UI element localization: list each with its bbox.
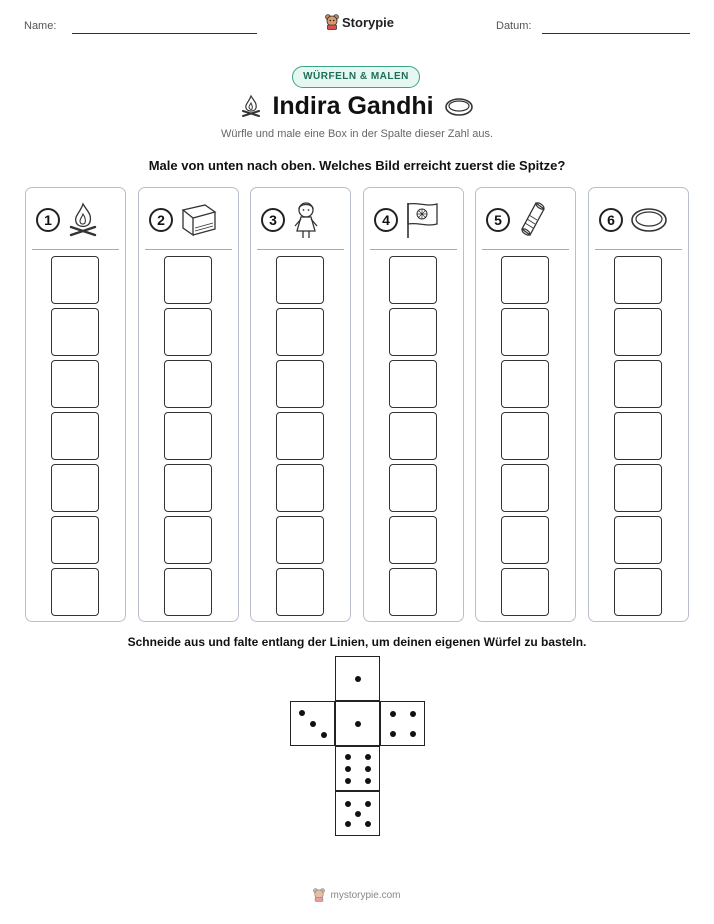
ring-icon	[629, 205, 669, 235]
coloring-box[interactable]	[51, 308, 99, 356]
coloring-box[interactable]	[501, 516, 549, 564]
footer-url[interactable]: mystorypie.com	[330, 889, 401, 901]
pip	[410, 731, 416, 737]
coloring-box[interactable]	[164, 308, 212, 356]
column-header	[374, 200, 456, 240]
coloring-box[interactable]	[276, 360, 324, 408]
doll-icon	[291, 200, 321, 240]
coloring-box[interactable]	[614, 464, 662, 512]
coloring-box[interactable]	[164, 516, 212, 564]
coloring-box[interactable]	[389, 308, 437, 356]
pip	[345, 778, 351, 784]
column-divider	[482, 249, 569, 250]
page-subtitle: Würfle und male eine Box in der Spalte dieser Zahl aus.	[220, 128, 494, 140]
coloring-box[interactable]	[51, 464, 99, 512]
title-row	[0, 92, 714, 121]
pip	[390, 711, 396, 717]
coloring-box[interactable]	[614, 568, 662, 616]
die-face-lower	[335, 746, 380, 791]
column-divider	[145, 249, 232, 250]
die-face-bottom	[335, 791, 380, 836]
number-badge: 5	[486, 208, 510, 232]
coloring-box[interactable]	[276, 516, 324, 564]
pip	[310, 721, 316, 727]
pip	[390, 731, 396, 737]
coloring-box[interactable]	[276, 256, 324, 304]
coloring-box[interactable]	[501, 256, 549, 304]
number-badge: 6	[599, 208, 623, 232]
storypie-logo	[325, 14, 394, 30]
coloring-box[interactable]	[389, 464, 437, 512]
coloring-box[interactable]	[501, 464, 549, 512]
coloring-box[interactable]	[276, 308, 324, 356]
pip	[365, 801, 371, 807]
coloring-box[interactable]	[164, 568, 212, 616]
pip	[410, 711, 416, 717]
name-line	[72, 33, 257, 34]
column-divider	[370, 249, 457, 250]
campfire-icon	[66, 201, 100, 239]
pip	[355, 811, 361, 817]
bear-logo-icon	[313, 888, 325, 902]
campfire-icon	[240, 94, 262, 120]
coloring-box[interactable]	[614, 412, 662, 460]
number-badge: 4	[374, 208, 398, 232]
activity-badge: WÜRFELN & MALEN	[292, 66, 420, 88]
coloring-box[interactable]	[276, 412, 324, 460]
ring-icon	[444, 97, 474, 117]
pip	[355, 676, 361, 682]
column-header	[149, 200, 231, 240]
column-4	[363, 187, 464, 622]
instruction-text: Male von unten nach oben. Welches Bild erreicht zuerst die Spitze?	[148, 158, 566, 173]
coloring-box[interactable]	[389, 256, 437, 304]
coloring-box[interactable]	[276, 568, 324, 616]
coloring-box[interactable]	[501, 308, 549, 356]
pip	[345, 754, 351, 760]
die-face-left	[290, 701, 335, 746]
coloring-box[interactable]	[164, 360, 212, 408]
column-header	[261, 200, 343, 240]
coloring-box[interactable]	[501, 360, 549, 408]
coloring-box[interactable]	[276, 464, 324, 512]
coloring-box[interactable]	[389, 360, 437, 408]
coloring-box[interactable]	[164, 464, 212, 512]
pip	[355, 721, 361, 727]
die-face-right	[380, 701, 425, 746]
pip	[345, 766, 351, 772]
coloring-box[interactable]	[164, 256, 212, 304]
pip	[299, 710, 305, 716]
die-face-center	[335, 701, 380, 746]
cut-instruction: Schneide aus und falte entlang der Linien, um deinen eigenen Würfel zu basteln.	[127, 635, 587, 649]
scroll-icon	[516, 200, 548, 240]
column-header	[486, 200, 568, 240]
coloring-box[interactable]	[51, 516, 99, 564]
coloring-box[interactable]	[51, 360, 99, 408]
column-6	[588, 187, 689, 622]
page-title: Indira Gandhi	[272, 92, 434, 120]
pip	[365, 754, 371, 760]
date-line	[542, 33, 690, 34]
coloring-box[interactable]	[389, 568, 437, 616]
book-icon	[179, 202, 219, 238]
column-header	[36, 200, 118, 240]
pip	[365, 821, 371, 827]
coloring-box[interactable]	[614, 516, 662, 564]
coloring-box[interactable]	[51, 412, 99, 460]
column-5	[475, 187, 576, 622]
column-2	[138, 187, 239, 622]
flag-icon	[404, 200, 440, 240]
pip	[365, 766, 371, 772]
coloring-box[interactable]	[51, 256, 99, 304]
number-badge: 1	[36, 208, 60, 232]
column-divider	[32, 249, 119, 250]
column-1	[25, 187, 126, 622]
column-header	[599, 200, 681, 240]
coloring-box[interactable]	[614, 360, 662, 408]
bear-logo-icon	[325, 14, 339, 30]
footer	[0, 888, 714, 902]
coloring-box[interactable]	[614, 256, 662, 304]
coloring-box[interactable]	[389, 516, 437, 564]
brand-name: Storypie	[342, 14, 395, 30]
pip	[345, 821, 351, 827]
coloring-box[interactable]	[164, 412, 212, 460]
coloring-box[interactable]	[389, 412, 437, 460]
number-badge: 3	[261, 208, 285, 232]
coloring-box[interactable]	[501, 568, 549, 616]
number-badge: 2	[149, 208, 173, 232]
column-divider	[257, 249, 344, 250]
column-divider	[595, 249, 682, 250]
name-label: Name:	[24, 20, 57, 32]
column-3	[250, 187, 351, 622]
coloring-box[interactable]	[501, 412, 549, 460]
pip	[321, 732, 327, 738]
pip	[365, 778, 371, 784]
date-label: Datum:	[496, 20, 532, 32]
coloring-box[interactable]	[51, 568, 99, 616]
coloring-box[interactable]	[614, 308, 662, 356]
pip	[345, 801, 351, 807]
die-face-top	[335, 656, 380, 701]
